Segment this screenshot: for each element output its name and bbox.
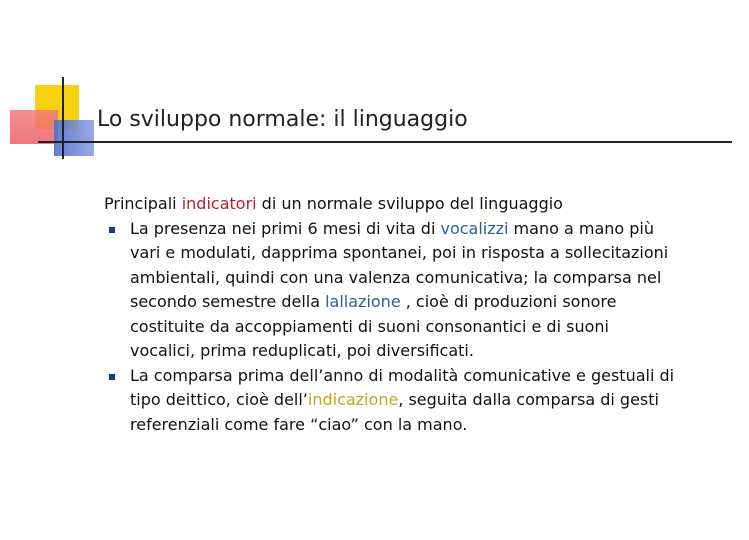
text-span: mano a mano più	[508, 218, 654, 238]
bullet-line: vocalici, prima reduplicati, poi diversificati.	[130, 341, 474, 360]
intro-text-end: di un normale sviluppo del linguaggio	[256, 194, 563, 213]
decor-blue-square	[54, 120, 94, 156]
bullet-item-indicazione	[104, 364, 729, 438]
square-bullet-icon	[109, 374, 115, 380]
text-span: secondo semestre della	[130, 292, 326, 311]
keyword-lallazione: lallazione	[325, 292, 401, 311]
bullet-line: ambientali, quindi con una valenza comunicativa; la comparsa nel	[130, 267, 662, 287]
decor-vertical-line	[62, 77, 64, 159]
square-bullet-icon	[109, 227, 115, 233]
title-underline	[38, 141, 732, 143]
bullet-list	[104, 217, 729, 438]
text-span: La presenza nei primi 6 mesi di vita di	[130, 218, 441, 238]
keyword-indicazione: indicazione	[307, 390, 399, 409]
text-span: , seguita dalla comparsa di gesti	[398, 390, 659, 409]
text-span: tipo deittico, cioè dell’	[130, 390, 308, 409]
bullet-line: vari e modulati, dapprima spontanei, poi in risposta a sollecitazioni	[130, 243, 669, 262]
bullet-line	[130, 217, 729, 242]
bullet-line	[130, 290, 729, 315]
bullet-line	[130, 388, 729, 413]
bullet-line: La comparsa prima dell’anno di modalità comunicative e gestuali di	[130, 365, 675, 385]
keyword-indicatori: indicatori	[181, 194, 257, 213]
keyword-vocalizzi: vocalizzi	[440, 218, 509, 238]
decor-red-square	[10, 110, 58, 144]
intro-line	[104, 192, 729, 217]
bullet-item-vocalizzi	[104, 217, 729, 364]
bullet-line: referenziali come fare “ciao” con la mano.	[130, 414, 468, 434]
intro-text: Principali	[104, 194, 182, 213]
text-span: , cioè di produzioni sonore	[400, 292, 617, 311]
slide-title: Lo sviluppo normale: il linguaggio	[97, 107, 468, 132]
bullet-line: costituite da accoppiamenti di suoni consonantici e di suoni	[130, 316, 609, 336]
slide-body	[104, 192, 729, 437]
